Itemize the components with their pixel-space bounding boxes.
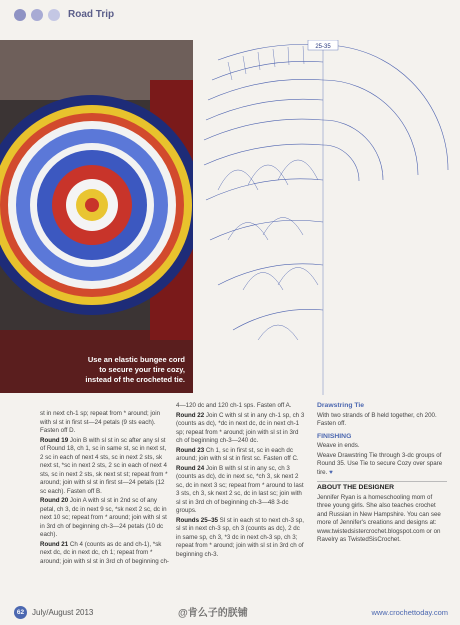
instruction-paragraph [176, 465, 306, 516]
instruction-text: st in next ch-1 sp; repeat from * around; join with sl st in first st—24 petals (9 sts each). Fasten off D. [40, 410, 161, 434]
tire-cozy-illustration [0, 40, 193, 393]
finishing-heading: FINISHING [317, 432, 352, 440]
round-heading: Round 21 [40, 540, 69, 548]
issue-date: July/August 2013 [32, 608, 94, 617]
instruction-text: Join B with sl st in sc after any sl st of Round 18, ch 1, sc in same st, sc in next st, 2 sc in each of next 4 sts, sc in next 2 sts, sk next st, *sc in next 2 sts, 2 sc in each of next 4 sts, sc in next 2 sts, sk next st st; repeat from * around; join with sl st in first st—24 petals (12 sc each). Fasten off B. [40, 436, 168, 495]
header-dot [14, 9, 26, 21]
about-designer-text: Jennifer Ryan is a homeschooling mom of three young girls. She also teaches crochet and Russian in New Hampshire. You can see more of Jennifer's creations and designs at: www.twistedsistercrochet.blogspot.com or on Ravelry as TwistedSisCrochet. [317, 493, 441, 543]
instruction-text: Ch 4 (counts as dc and ch-1), *sk next dc, dc in next dc, ch 1; repeat from * around; join with sl st in 3rd ch of beginning ch- [40, 540, 169, 565]
watermark: @肯么子的朕铺 [178, 608, 248, 619]
instruction-text: 4—120 dc and 120 ch-1 sps. Fasten off A. [176, 402, 292, 409]
instruction-paragraph [176, 447, 306, 464]
round-heading: Round 20 [40, 497, 69, 504]
round-heading: Round 24 [176, 464, 205, 472]
instruction-paragraph [40, 410, 170, 436]
caption-line: instead of the crocheted tie. [85, 375, 185, 384]
instruction-text: Sl st in each st to next ch-3 sp, sl st in next ch-3 sp, ch 3 (counts as dc), 2 dc in same sp, ch 3, *3 dc in next ch-3 sp, ch 3; repeat from * around; join with sl st in 3rd ch of beginning ch-3. [176, 516, 304, 558]
tire-cozy-photo [0, 40, 193, 393]
header-dot [48, 9, 60, 21]
instructions-column-1 [40, 410, 170, 567]
instructions-column-2 [176, 402, 306, 560]
page-header [0, 0, 460, 36]
caption-line: to secure your tire cozy, [99, 365, 185, 374]
header-dot [31, 9, 43, 21]
instruction-paragraph [40, 541, 170, 567]
heart-icon: ♥ [329, 468, 333, 476]
round-heading: Rounds 25–35 [176, 516, 218, 524]
instruction-paragraph [176, 412, 306, 446]
page-footer [0, 603, 460, 625]
about-designer-heading: ABOUT THE DESIGNER [317, 481, 447, 493]
round-heading: Round 22 [176, 411, 205, 419]
crochet-chart [198, 40, 460, 400]
round-heading: Round 19 [40, 436, 69, 444]
instruction-text: Join A with sl st in 2nd sc of any petal, ch 3, dc in next 9 sc, *sk next 2 sc, dc in next 10 sc; repeat from * around; join with sl st in 3rd ch of beginning ch-3—24 petals (10 dc each). [40, 497, 167, 538]
crochet-chart-drawing [198, 40, 460, 400]
header-dots [14, 9, 60, 21]
finishing-text [317, 452, 447, 478]
instruction-text: Join B with sl st in any sc, ch 3 (counts as dc), dc in next sc, *ch 3, sk next 2 sc, dc in next 3 sc; repeat from * around to last 3 sts, ch 3, sk next 2 sc, dc in last sc; join with sl st in 3rd ch of beginning ch-3—48 3-dc groups. [176, 464, 304, 514]
instruction-paragraph [176, 402, 306, 411]
instruction-paragraph [40, 437, 170, 497]
photo-caption [8, 355, 185, 385]
caption-line: Use an elastic bungee cord [87, 355, 185, 364]
instruction-paragraph [176, 517, 306, 560]
site-url[interactable]: www.crochettoday.com [371, 608, 448, 617]
drawstring-text: With two strands of B held together, ch 200. Fasten off. [317, 411, 437, 427]
instruction-text: Ch 1, sc in first st, sc in each dc around; join with sl st in first sc. Fasten off C. [176, 446, 299, 462]
instructions-column-3 [317, 402, 447, 546]
instruction-paragraph [40, 497, 170, 540]
instruction-text: Join C with sl st in any ch-1 sp, ch 3 (counts as dc), *dc in next dc, dc in next ch-1 sp; repeat from * around; join with sl st in 3rd ch of beginning ch-3—240 dc. [176, 411, 305, 444]
chart-rows-label: 25-35 [315, 44, 331, 50]
section-title: Road Trip [68, 9, 115, 20]
finishing-text: Weave in ends. [317, 442, 360, 449]
finishing-text-body: Weave Drawstring Tie through 3-dc groups of Round 35. Use Tie to secure Cozy over spare tire. [317, 451, 443, 476]
page-number: 62 [14, 606, 27, 619]
round-heading: Round 23 [176, 446, 205, 454]
drawstring-heading: Drawstring Tie [317, 402, 365, 409]
